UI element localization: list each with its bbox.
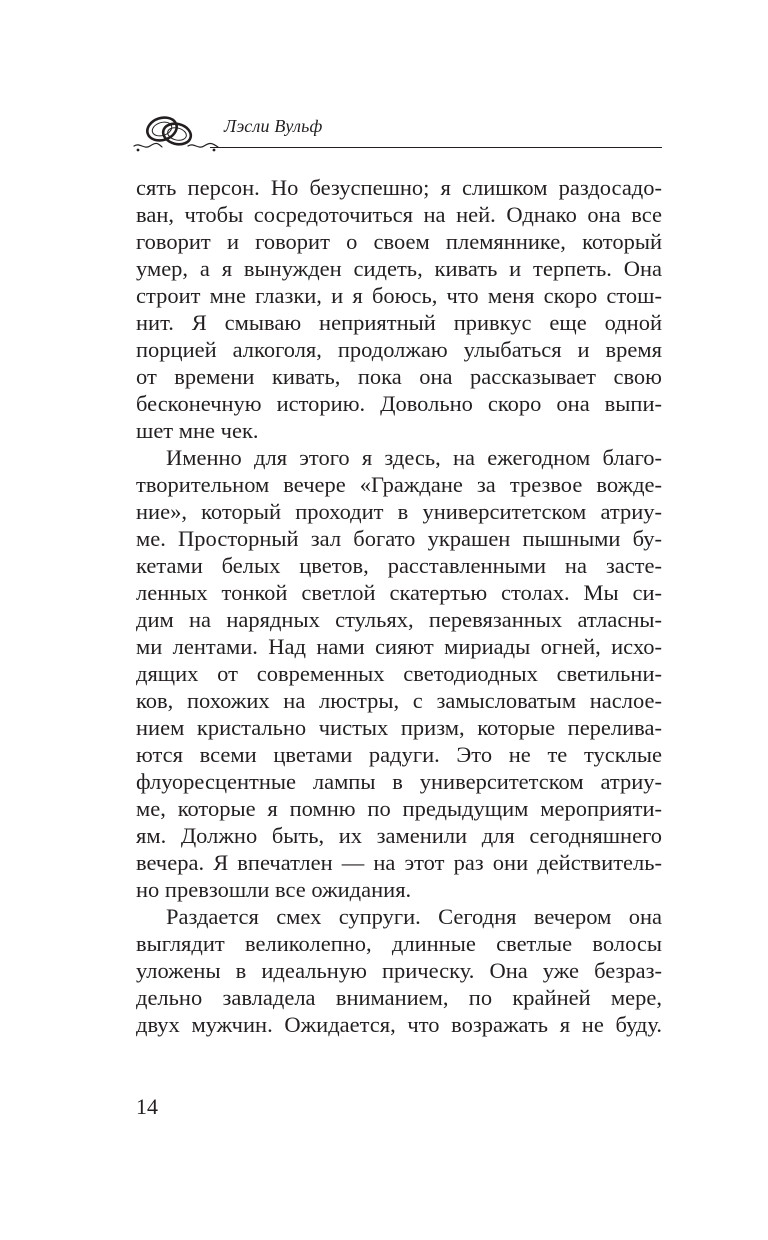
text-line: ме. Просторный зал богато украшен пышными бу- — [136, 526, 662, 551]
text-line: ям. Должно быть, их заменили для сегодняшнего — [136, 823, 662, 848]
text-line: Именно для этого я здесь, на ежегодном благо- — [166, 445, 662, 470]
text-line: ленных тонкой светлой скатертью столах. Мы си- — [136, 580, 662, 605]
paragraph — [136, 444, 662, 903]
text-line: творительном вечере «Граждане за трезвое вожде- — [136, 472, 662, 497]
text-line: умер, а я вынужден сидеть, кивать и терпеть. Она — [136, 256, 662, 281]
text-line: ме, которые я помню по предыдущим мероприяти- — [136, 796, 662, 821]
text-line: шет мне чек. — [136, 418, 259, 443]
text-line: двух мужчин. Ожидается, что возражать я не буду. — [136, 1012, 662, 1037]
text-line: выглядит великолепно, длинные светлые волосы — [136, 931, 662, 956]
text-line: кетами белых цветов, расставленными на застe- — [136, 553, 662, 578]
text-line: сять персон. Но безуспешно; я слишком раздосадо- — [136, 175, 662, 200]
text-line: уложены в идеальную прическу. Она уже безраз- — [136, 958, 662, 983]
text-line: флуоресцентные лампы в университетском атриу- — [136, 769, 662, 794]
wedding-rings-icon — [132, 112, 220, 154]
text-line: порцией алкоголя, продолжаю улыбаться и время — [136, 337, 662, 362]
text-line: от времени кивать, пока она рассказывает свою — [136, 364, 662, 389]
text-line: дельно завладела вниманием, по крайней мере, — [136, 985, 662, 1010]
text-line: дим на нарядных стульях, перевязанных атласны- — [136, 607, 662, 632]
paragraph — [136, 174, 662, 444]
page-body — [136, 174, 662, 1038]
paragraph — [136, 903, 662, 1038]
running-header-author: Лэсли Вульф — [224, 116, 323, 136]
header-rule — [210, 147, 662, 148]
text-line: говорит и говорит о своем племяннике, который — [136, 229, 662, 254]
text-line: Раздается смех супруги. Сегодня вечером она — [166, 904, 662, 929]
text-line: ние», который проходит в университетском атриу- — [136, 499, 662, 524]
text-line: ми лентами. Над нами сияют мириады огней, исхо- — [136, 634, 662, 659]
text-line: строит мне глазки, и я боюсь, что меня скоро стош- — [136, 283, 662, 308]
text-line: нит. Я смываю неприятный привкус еще одной — [136, 310, 662, 335]
text-line: но превзошли все ожидания. — [136, 877, 412, 902]
text-line: бесконечную историю. Довольно скоро она выпи- — [136, 391, 662, 416]
text-line: вечера. Я впечатлен — на этот раз они действитель- — [136, 850, 662, 875]
text-line: ются всеми цветами радуги. Это не те тусклые — [136, 742, 662, 767]
running-header — [132, 112, 662, 154]
text-line: нием кристально чистых призм, которые перелива- — [136, 715, 662, 740]
page-number: 14 — [136, 1094, 158, 1119]
text-line: ков, похожих на люстры, с замысловатым наслое- — [136, 688, 662, 713]
text-line: ван, чтобы сосредоточиться на ней. Однако она все — [136, 202, 662, 227]
text-line: дящих от современных светодиодных светильни- — [136, 661, 662, 686]
